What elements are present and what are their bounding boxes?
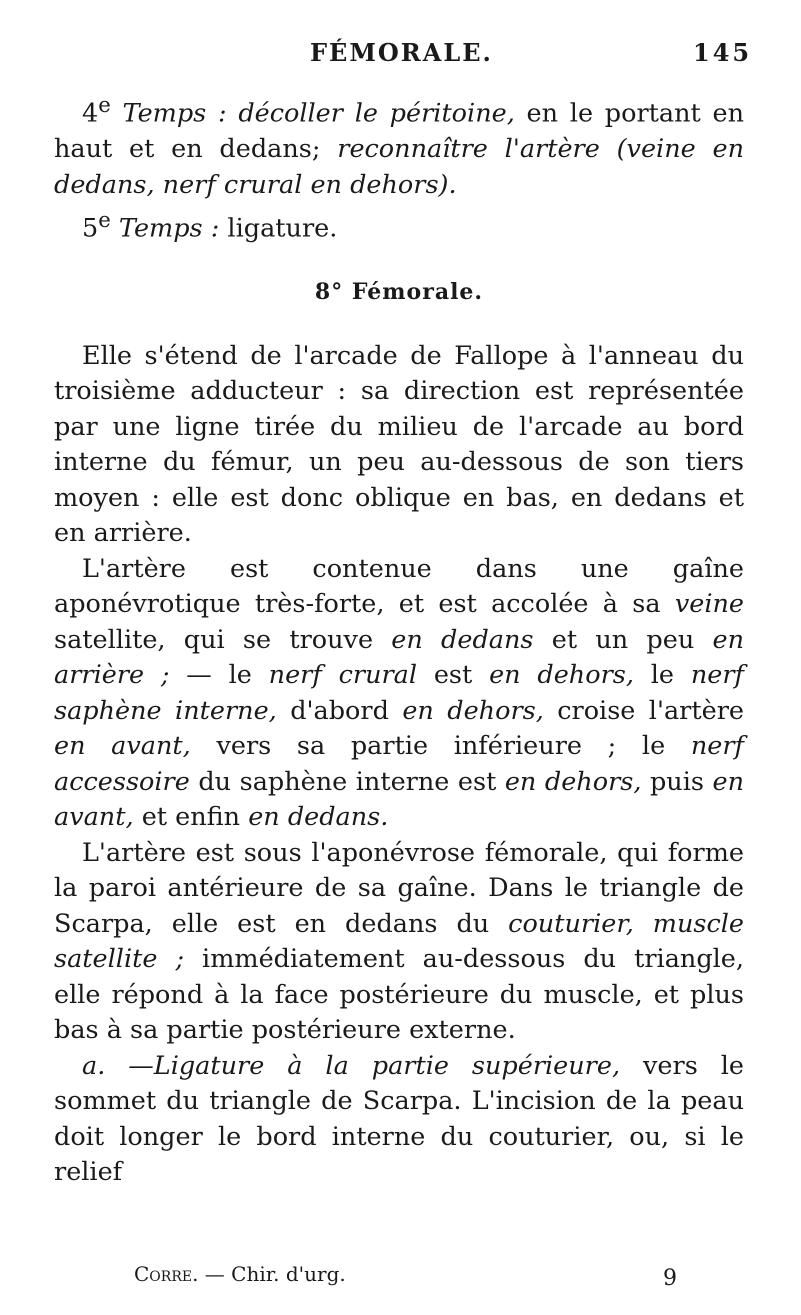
p2-t11: puis [641,766,713,797]
temps-4-text: en le portant en haut et en dedans; [54,98,745,164]
temps-4-label: Temps : [122,98,227,129]
p2-e9: nerf accessoire [54,731,744,797]
temps-4-number: 4 [82,98,99,129]
temps-5-sup: e [98,208,111,233]
p2-t10: du saphène interne est [189,766,505,797]
p2-e11: en avant, [54,766,744,832]
p2-e8: en avant, [54,731,191,761]
paragraph-temps-5 [54,203,744,247]
temps-5-label: Temps : [118,213,220,244]
temps-4-sup: e [98,93,111,118]
p3-t2: immédiatement au-dessous du triangle, elle répond à la face postérieure du muscle, et plus bas à sa partie postérieure externe. [54,944,744,1045]
temps-5-number: 5 [82,213,99,244]
p2-t8: croise l'artère [543,695,744,726]
paragraph-2 [54,552,744,836]
p2-e10: en dehors, [504,766,642,797]
p2-t3: et un peu [533,624,713,655]
running-title: FÉMORALE. [310,38,493,67]
p2-e6: nerf saphène interne, [54,660,744,726]
p3-t1: L'artère est sous l'aponévrose fémorale, qui forme la paroi antérieure de sa gaîne. Dans le triangle de Scarpa, elle est en dedans du [54,837,744,939]
page-footer [0,1262,801,1292]
p2-t6: le [633,660,691,690]
signature-line [134,1262,346,1286]
p2-e7: en dehors, [402,695,544,726]
p4-t1: a. — [82,1050,154,1081]
signature-rest: — Chir. d'urg. [198,1262,346,1286]
page-number: 145 [693,38,753,67]
paragraph-4 [54,1049,744,1191]
temps-5-text: ligature. [219,213,338,244]
p4-t2: vers le sommet du triangle de Scarpa. L'incision de la peau doit longer le bord interne du couturier, ou, si le relief [54,1050,744,1187]
p2-t5: est [417,660,490,690]
p4-e1: Ligature à la partie supérieure, [153,1050,621,1081]
p2-e12: en dedans. [248,802,389,832]
body-text [54,88,744,1191]
p2-t1: L'artère est contenue dans une gaîne aponévrotique très-forte, et est accolée à sa [54,553,744,619]
p2-e2: en dedans [391,624,534,655]
signature-mark: 9 [663,1266,677,1291]
p2-t9: vers sa partie inférieure ; le [190,731,691,761]
paragraph-temps-4 [54,88,744,203]
p2-t12: et enfin [133,802,249,832]
section-heading: 8° Fémorale. [314,279,484,305]
p2-t7: d'abord [276,695,403,726]
temps-4-action: décoller le péritoine, [238,98,515,129]
p2-e1: veine [674,589,744,619]
p3-e1: couturier, muscle satellite ; [54,908,744,974]
paragraph-1: Elle s'étend de l'arcade de Fallope à l'anneau du troisième adducteur : sa direction est représentée par une ligne tirée du milieu de l'arcade au bord interne du fémur, un peu au-dessous de son tiers moyen : elle est donc oblique en bas, en dedans et en arrière. [54,340,744,548]
paragraph-3 [54,836,744,1049]
temps-4-recognize: reconnaître l'artère (veine en dedans, nerf crural en dehors). [54,134,744,200]
p2-e5: en dehors, [489,660,634,690]
p2-t2: satellite, qui se trouve [54,624,392,655]
p2-e3: en arrière ; [54,624,745,690]
p2-e4: nerf crural [268,660,418,690]
signature-author: Corre. [134,1262,199,1286]
p2-t4: — le [169,660,269,690]
running-head [0,38,801,72]
